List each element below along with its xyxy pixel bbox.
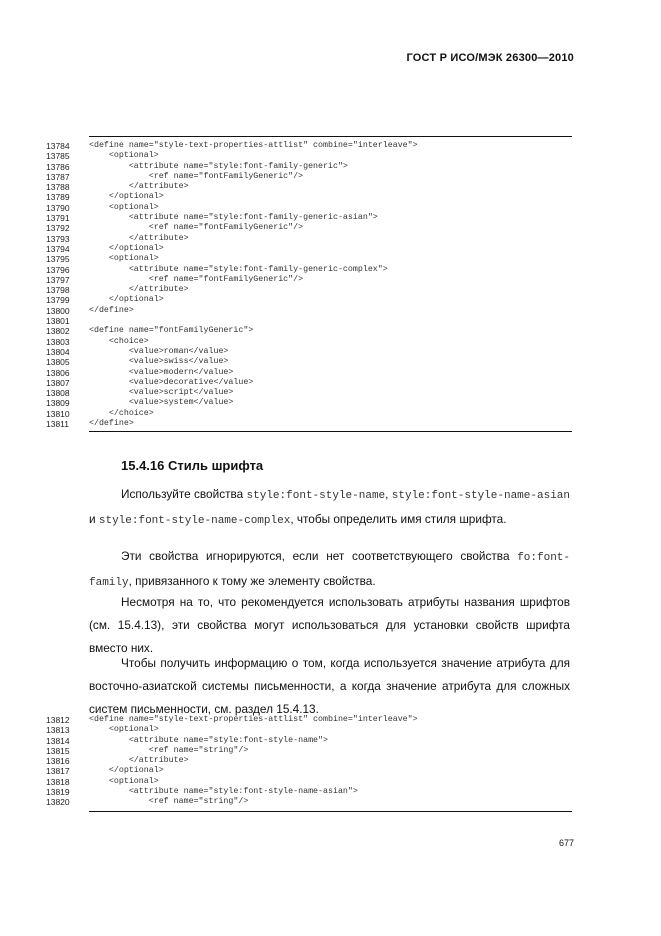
line-number: 13791	[46, 213, 70, 224]
code-term: style:font-style-name-complex	[98, 515, 291, 527]
code-line	[46, 285, 572, 295]
code-line	[46, 306, 572, 316]
paragraph-font-name-attributes	[89, 591, 570, 660]
line-number: 13793	[46, 233, 70, 244]
paragraph-font-style-properties	[89, 483, 570, 533]
line-number: 13798	[46, 285, 70, 296]
code-text: <define name="fontFamilyGeneric">	[89, 326, 254, 336]
code-line	[46, 213, 572, 223]
code-text: </choice>	[89, 408, 154, 418]
code-line	[46, 172, 572, 182]
code-text: <define name="style-text-properties-attlist" combine="interleave">	[89, 715, 418, 724]
code-line	[46, 275, 572, 285]
code-text: </attribute>	[89, 182, 189, 192]
code-text: <value>system</value>	[89, 398, 234, 408]
code-text: </define>	[89, 419, 134, 429]
code-text: <value>decorative</value>	[89, 377, 254, 387]
code-lines	[46, 715, 572, 808]
code-text: <attribute name="style:font-family-generic">	[89, 161, 348, 171]
line-number: 13786	[46, 161, 70, 172]
line-number: 13795	[46, 254, 70, 265]
code-line	[46, 337, 572, 347]
code-text: <ref name="string"/>	[89, 745, 249, 755]
code-line	[46, 254, 572, 264]
line-number: 13803	[46, 336, 70, 347]
code-line	[46, 182, 572, 192]
code-text: <attribute name="style:font-style-name-asian">	[89, 787, 358, 797]
code-line	[46, 398, 572, 408]
code-text: <attribute name="style:font-family-generic-complex">	[89, 264, 388, 274]
code-line	[46, 725, 572, 735]
code-block-bottom-rule	[89, 811, 572, 812]
line-number: 13809	[46, 398, 70, 409]
code-text: <ref name="fontFamilyGeneric"/>	[89, 171, 304, 181]
code-block-1	[46, 136, 572, 432]
line-number: 13820	[46, 797, 70, 808]
paragraph-text: , привязанного к тому же элементу свойства.	[128, 574, 376, 588]
code-line	[46, 265, 572, 275]
code-block-2	[46, 715, 572, 812]
line-number: 13796	[46, 264, 70, 275]
line-number: 13811	[46, 419, 70, 430]
code-text: <value>modern</value>	[89, 367, 234, 377]
code-line	[46, 162, 572, 172]
code-text: </optional>	[89, 243, 164, 253]
code-text: </optional>	[89, 295, 164, 305]
code-line	[46, 787, 572, 797]
code-text: <ref name="fontFamilyGeneric"/>	[89, 274, 304, 284]
line-number: 13797	[46, 274, 70, 285]
paragraph-text: Несмотря на то, что рекомендуется использовать атрибуты названия шрифтов (см. 15.4.13), эти свойства могут использоваться для установки свойств шрифта вместо них.	[89, 595, 570, 655]
code-text: <choice>	[89, 336, 149, 346]
code-line	[46, 409, 572, 419]
code-text: <value>roman</value>	[89, 346, 229, 356]
line-number: 13799	[46, 295, 70, 306]
line-number: 13794	[46, 243, 70, 254]
code-lines	[46, 141, 572, 429]
line-number: 13789	[46, 192, 70, 203]
code-line	[46, 766, 572, 776]
code-line	[46, 368, 572, 378]
code-line	[46, 378, 572, 388]
line-number: 13813	[46, 725, 70, 736]
paragraph-asian-complex-info	[89, 652, 570, 721]
code-text: <value>script</value>	[89, 388, 234, 398]
code-text: </optional>	[89, 766, 164, 776]
paragraph-text: Чтобы получить информацию о том, когда используется значение атрибута для восточно-азиатской системы письменности, а когда значение атрибута для сложных систем письменности, см. раздел 15.4.13.	[89, 656, 570, 716]
code-text: <attribute name="style:font-family-generic-asian">	[89, 213, 378, 223]
line-number: 13817	[46, 766, 70, 777]
line-number: 13815	[46, 745, 70, 756]
document-header: ГОСТ Р ИСО/МЭК 26300—2010	[406, 52, 574, 64]
paragraph-text: Используйте свойства	[121, 487, 247, 501]
code-line	[46, 203, 572, 213]
code-text: <ref name="fontFamilyGeneric"/>	[89, 223, 304, 233]
line-number: 13818	[46, 776, 70, 787]
line-number: 13806	[46, 367, 70, 378]
code-line	[46, 244, 572, 254]
code-line	[46, 357, 572, 367]
line-number: 13800	[46, 305, 70, 316]
code-line	[46, 151, 572, 161]
line-number: 13790	[46, 202, 70, 213]
code-line	[46, 746, 572, 756]
code-block-bottom-rule	[89, 431, 572, 432]
code-line	[46, 192, 572, 202]
line-number: 13804	[46, 346, 70, 357]
page-number: 677	[558, 838, 574, 848]
code-term: style:font-style-name-asian	[391, 490, 570, 502]
code-text: <optional>	[89, 776, 159, 786]
code-text: </attribute>	[89, 233, 189, 243]
paragraph-text: Эти свойства игнорируются, если нет соответствующего свойства	[121, 549, 518, 563]
line-number: 13801	[46, 316, 70, 327]
line-number: 13816	[46, 756, 70, 767]
code-line	[46, 715, 572, 725]
code-line	[46, 777, 572, 787]
line-number: 13787	[46, 171, 70, 182]
code-line	[46, 234, 572, 244]
code-line	[46, 326, 572, 336]
paragraph-ignored-properties	[89, 545, 570, 595]
code-text: </attribute>	[89, 756, 189, 766]
code-text: </define>	[89, 305, 134, 315]
line-number: 13792	[46, 223, 70, 234]
line-number: 13802	[46, 326, 70, 337]
line-number: 13812	[46, 715, 70, 725]
code-text: </attribute>	[89, 285, 189, 295]
line-number: 13810	[46, 408, 70, 419]
code-line	[46, 316, 572, 326]
line-number: 13784	[46, 141, 70, 151]
code-term: fo:font-family	[89, 552, 570, 589]
line-number: 13814	[46, 735, 70, 746]
code-line	[46, 388, 572, 398]
code-text: <value>swiss</value>	[89, 357, 229, 367]
line-number: 13808	[46, 388, 70, 399]
line-number: 13807	[46, 377, 70, 388]
code-text: </optional>	[89, 192, 164, 202]
code-line	[46, 295, 572, 305]
code-line	[46, 223, 572, 233]
code-text: <optional>	[89, 202, 159, 212]
code-text: <optional>	[89, 151, 159, 161]
section-heading: 15.4.16 Стиль шрифта	[121, 458, 264, 473]
line-number: 13805	[46, 357, 70, 368]
code-term: style:font-style-name	[246, 490, 386, 502]
line-number: 13788	[46, 182, 70, 193]
code-text: <optional>	[89, 254, 159, 264]
paragraph-text: и	[89, 512, 99, 526]
code-line	[46, 736, 572, 746]
code-text: <attribute name="style:font-style-name">	[89, 735, 328, 745]
line-number: 13819	[46, 787, 70, 798]
code-line	[46, 419, 572, 429]
code-text: <define name="style-text-properties-attlist" combine="interleave">	[89, 141, 418, 150]
code-text: <optional>	[89, 725, 159, 735]
code-line	[46, 756, 572, 766]
line-number: 13785	[46, 151, 70, 162]
paragraph-text: , чтобы определить имя стиля шрифта.	[290, 512, 507, 526]
code-text: <ref name="string"/>	[89, 797, 249, 807]
code-line	[46, 797, 572, 807]
code-line	[46, 347, 572, 357]
paragraph-text: ,	[385, 487, 392, 501]
code-line	[46, 141, 572, 151]
